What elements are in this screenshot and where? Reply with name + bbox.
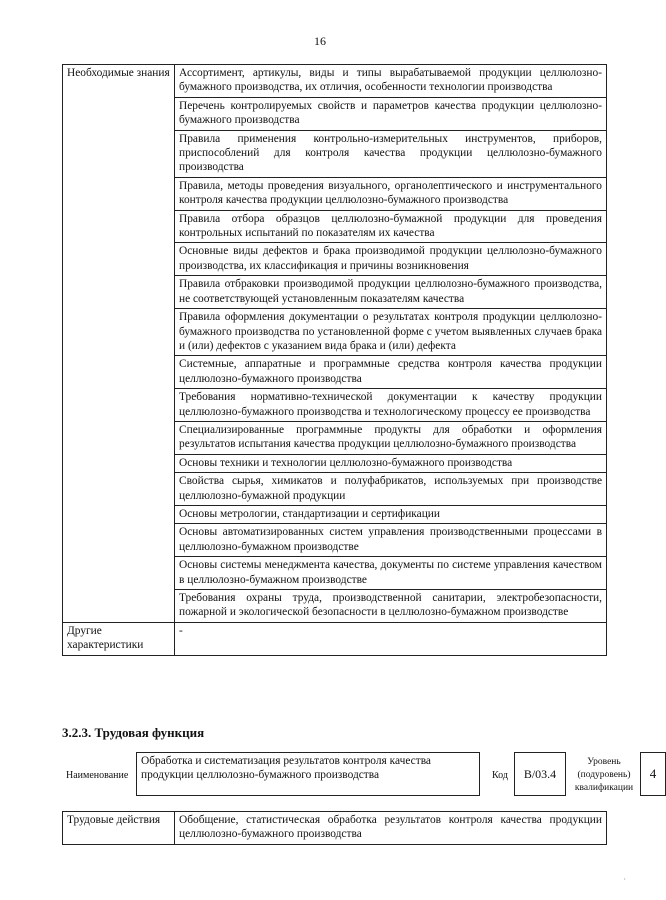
labor-actions-table (62, 811, 607, 845)
knowledge-item: Свойства сырья, химикатов и полуфабрикатов, используемых при производстве целлюлозно-бумажной продукции (175, 473, 607, 506)
table-row (63, 65, 607, 98)
table-row (63, 622, 607, 655)
knowledge-label: Необходимые знания (63, 65, 175, 623)
knowledge-item: Специализированные программные продукты для обработки и оформления результатов испытания качества продукции целлюлозно-бумажного производства (175, 421, 607, 454)
table-row (63, 812, 607, 845)
name-label: Наименование (66, 770, 129, 781)
knowledge-item: Требования охраны труда, производственной санитарии, электробезопасности, пожарной и экологической безопасности в целлюлозно-бумажном производстве (175, 590, 607, 623)
knowledge-item: Правила отбора образцов целлюлозно-бумажной продукции для проведения контрольных испытаний по показателям их качества (175, 210, 607, 243)
scan-mark: · (623, 875, 626, 884)
knowledge-item: Ассортимент, артикулы, виды и типы вырабатываемой продукции целлюлозно-бумажного производства, их отличия, особенности технологии производства (175, 65, 607, 98)
knowledge-item: Правила, методы проведения визуального, органолептического и инструментального контроля качества продукции целлюлозно-бумажного производства (175, 177, 607, 210)
knowledge-table (62, 64, 607, 656)
qualification-level-field: 4 (640, 752, 666, 796)
function-name-field: Обработка и систематизация результатов контроля качества продукции целлюлозно-бумажного производства (136, 752, 480, 796)
section-title: 3.2.3. Трудовая функция (62, 725, 205, 740)
knowledge-item: Правила отбраковки производимой продукции целлюлозно-бумажного производства, не соответствующей установленным показателям качества (175, 276, 607, 309)
page-number: 16 (314, 34, 326, 48)
knowledge-item: Правила применения контрольно-измерительных инструментов, приборов, приспособлений для контроля качества продукции целлюлозно-бумажного производства (175, 130, 607, 177)
labor-function-header (62, 752, 657, 798)
function-code-field: B/03.4 (514, 752, 566, 796)
knowledge-item: Основы системы менеджмента качества, документы по системе управления качеством в целлюлозно-бумажном производстве (175, 557, 607, 590)
knowledge-item: Системные, аппаратные и программные средства контроля качества продукции целлюлозно-бумажного производства (175, 356, 607, 389)
knowledge-item: Перечень контролируемых свойств и параметров качества продукции целлюлозно-бумажного производства (175, 97, 607, 130)
knowledge-item: Основы автоматизированных систем управления производственными процессами в целлюлозно-бумажном производстве (175, 524, 607, 557)
knowledge-item: Требования нормативно-технической документации к качеству продукции целлюлозно-бумажного производства и технологическому процессу ее производства (175, 389, 607, 422)
knowledge-item: Основные виды дефектов и брака производимой продукции целлюлозно-бумажного производства, их классификация и причины возникновения (175, 243, 607, 276)
qualification-level-label: Уровень (подуровень) квалификации (574, 757, 634, 793)
labor-actions-value: Обобщение, статистическая обработка результатов контроля качества продукции целлюлозно-бумажного производства (175, 812, 607, 845)
code-label: Код (492, 770, 508, 781)
knowledge-item: Правила оформления документации о результатах контроля продукции целлюлозно-бумажного производства по установленной форме с учетом выявленных случаев брака и (или) дефектов с указанием вида брака и (или) дефекта (175, 309, 607, 356)
knowledge-item: Основы техники и технологии целлюлозно-бумажного производства (175, 454, 607, 472)
knowledge-item: Основы метрологии, стандартизации и сертификации (175, 505, 607, 523)
other-characteristics-label: Другие характеристики (63, 622, 175, 655)
labor-actions-label: Трудовые действия (63, 812, 175, 845)
other-characteristics-value: - (175, 622, 607, 655)
